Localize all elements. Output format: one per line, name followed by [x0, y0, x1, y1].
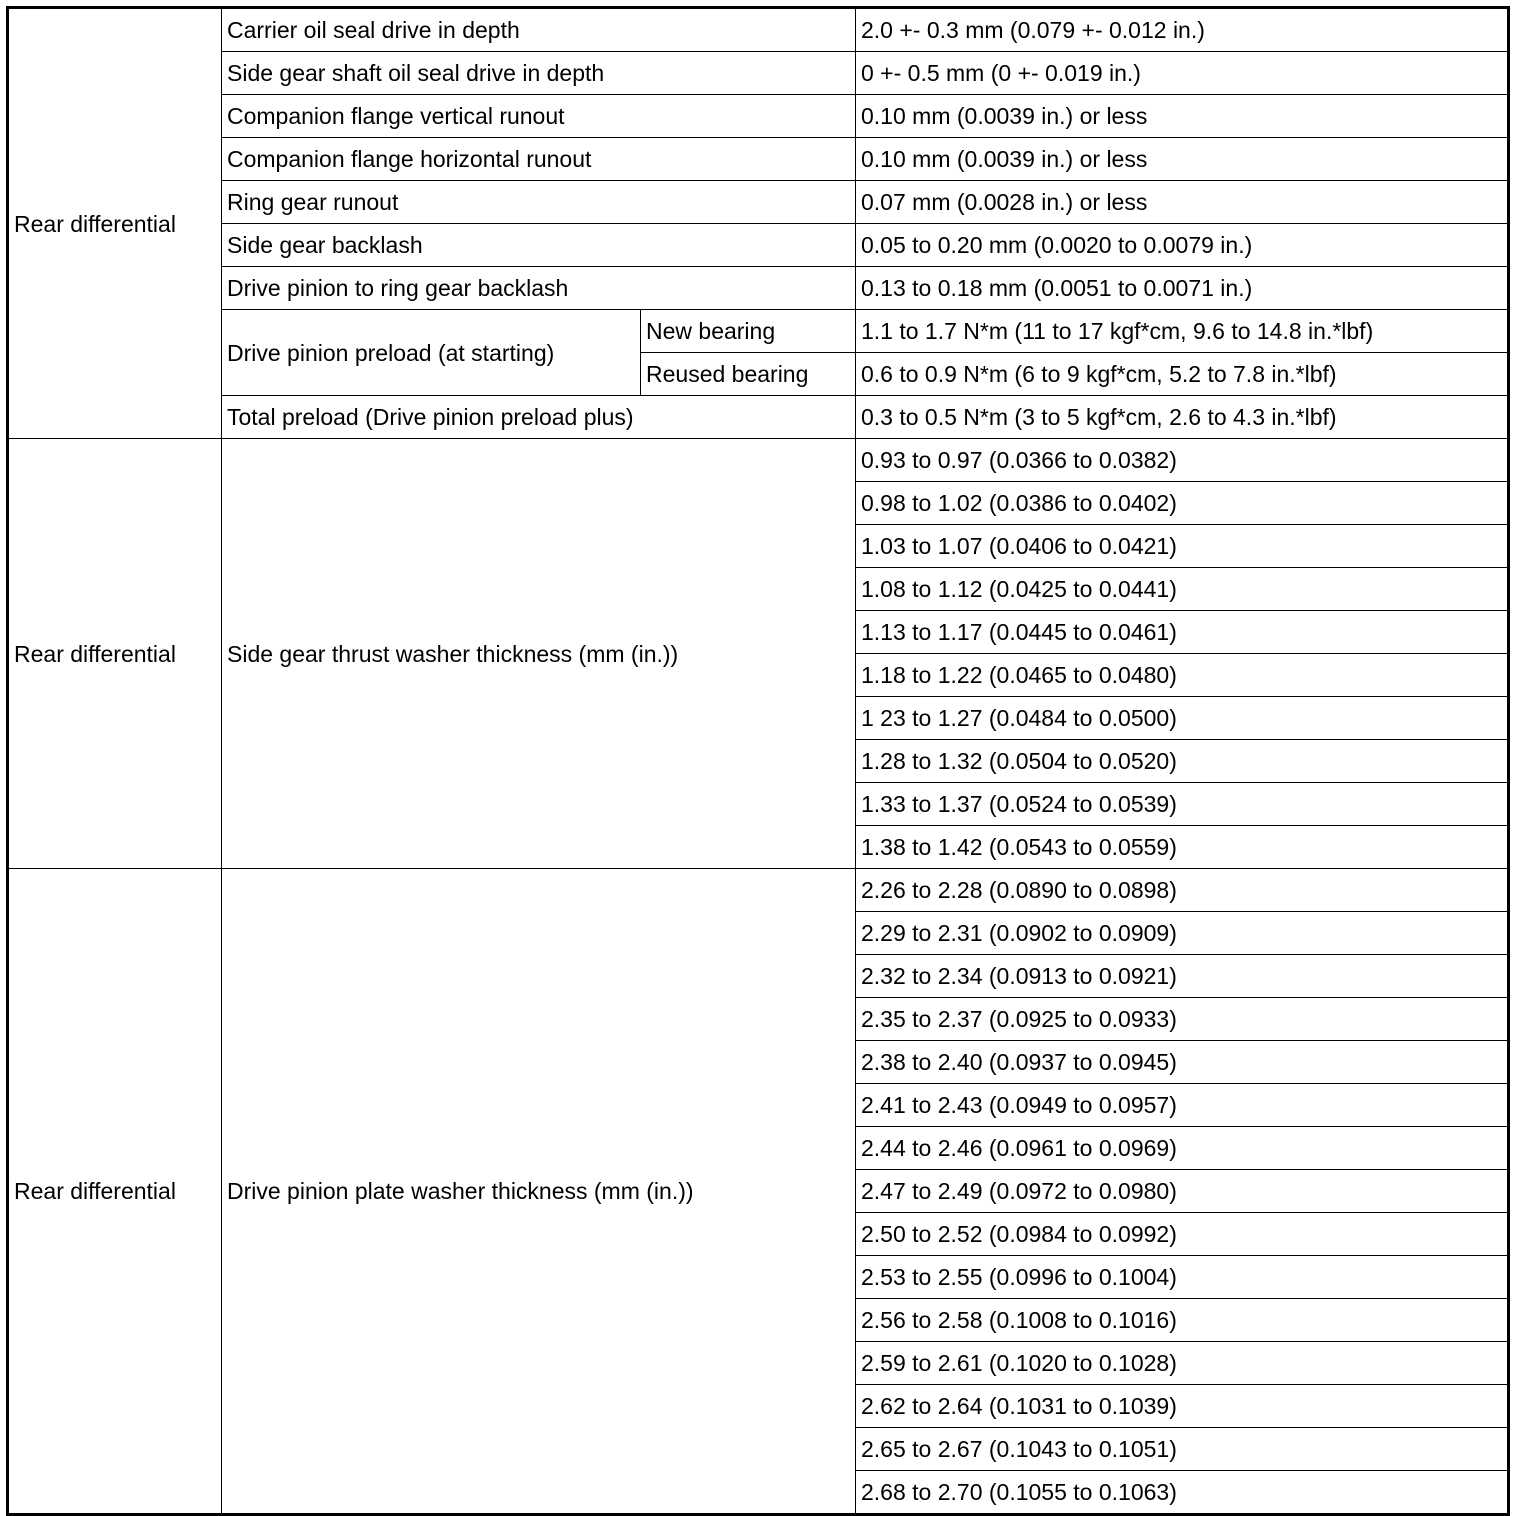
spec-sublabel: New bearing	[641, 310, 856, 353]
spec-value: 2.53 to 2.55 (0.0996 to 0.1004)	[856, 1256, 1509, 1299]
spec-value: 0.6 to 0.9 N*m (6 to 9 kgf*cm, 5.2 to 7.8 in.*lbf)	[856, 353, 1509, 396]
spec-value: 1 23 to 1.27 (0.0484 to 0.0500)	[856, 697, 1509, 740]
group-label: Rear differential	[8, 8, 222, 439]
spec-value: 1.38 to 1.42 (0.0543 to 0.0559)	[856, 826, 1509, 869]
spec-value: 2.50 to 2.52 (0.0984 to 0.0992)	[856, 1213, 1509, 1256]
spec-value: 2.68 to 2.70 (0.1055 to 0.1063)	[856, 1471, 1509, 1515]
spec-value: 2.32 to 2.34 (0.0913 to 0.0921)	[856, 955, 1509, 998]
spec-value: 0 +- 0.5 mm (0 +- 0.019 in.)	[856, 52, 1509, 95]
spec-value: 0.10 mm (0.0039 in.) or less	[856, 95, 1509, 138]
spec-value: 2.41 to 2.43 (0.0949 to 0.0957)	[856, 1084, 1509, 1127]
table-row	[8, 396, 1509, 439]
spec-label: Drive pinion to ring gear backlash	[222, 267, 856, 310]
spec-value: 2.62 to 2.64 (0.1031 to 0.1039)	[856, 1385, 1509, 1428]
table-row	[8, 8, 1509, 52]
spec-value: 2.26 to 2.28 (0.0890 to 0.0898)	[856, 869, 1509, 912]
table-row	[8, 138, 1509, 181]
spec-value: 1.1 to 1.7 N*m (11 to 17 kgf*cm, 9.6 to 14.8 in.*lbf)	[856, 310, 1509, 353]
spec-value: 0.13 to 0.18 mm (0.0051 to 0.0071 in.)	[856, 267, 1509, 310]
table-row	[8, 267, 1509, 310]
table-row	[8, 310, 1509, 353]
spec-value: 1.18 to 1.22 (0.0465 to 0.0480)	[856, 654, 1509, 697]
spec-value: 0.93 to 0.97 (0.0366 to 0.0382)	[856, 439, 1509, 482]
spec-value: 2.0 +- 0.3 mm (0.079 +- 0.012 in.)	[856, 8, 1509, 52]
spec-label: Drive pinion plate washer thickness (mm (in.))	[222, 869, 856, 1515]
table-row	[8, 181, 1509, 224]
spec-value: 1.08 to 1.12 (0.0425 to 0.0441)	[856, 568, 1509, 611]
spec-value: 2.29 to 2.31 (0.0902 to 0.0909)	[856, 912, 1509, 955]
spec-value: 0.98 to 1.02 (0.0386 to 0.0402)	[856, 482, 1509, 525]
table-row	[8, 869, 1509, 912]
specification-table	[6, 6, 1510, 1516]
table-row	[8, 52, 1509, 95]
spec-label: Ring gear runout	[222, 181, 856, 224]
spec-value: 2.56 to 2.58 (0.1008 to 0.1016)	[856, 1299, 1509, 1342]
spec-value: 2.44 to 2.46 (0.0961 to 0.0969)	[856, 1127, 1509, 1170]
spec-value: 2.47 to 2.49 (0.0972 to 0.0980)	[856, 1170, 1509, 1213]
table-row	[8, 439, 1509, 482]
spec-value: 1.33 to 1.37 (0.0524 to 0.0539)	[856, 783, 1509, 826]
table-row	[8, 95, 1509, 138]
spec-sublabel: Reused bearing	[641, 353, 856, 396]
spec-value: 0.07 mm (0.0028 in.) or less	[856, 181, 1509, 224]
spec-label: Companion flange vertical runout	[222, 95, 856, 138]
spec-label: Side gear thrust washer thickness (mm (in.))	[222, 439, 856, 869]
spec-value: 1.13 to 1.17 (0.0445 to 0.0461)	[856, 611, 1509, 654]
spec-label: Side gear backlash	[222, 224, 856, 267]
spec-value: 2.65 to 2.67 (0.1043 to 0.1051)	[856, 1428, 1509, 1471]
spec-label: Side gear shaft oil seal drive in depth	[222, 52, 856, 95]
spec-label: Carrier oil seal drive in depth	[222, 8, 856, 52]
spec-value: 0.3 to 0.5 N*m (3 to 5 kgf*cm, 2.6 to 4.3 in.*lbf)	[856, 396, 1509, 439]
spec-value: 2.59 to 2.61 (0.1020 to 0.1028)	[856, 1342, 1509, 1385]
spec-value: 0.05 to 0.20 mm (0.0020 to 0.0079 in.)	[856, 224, 1509, 267]
spec-label: Companion flange horizontal runout	[222, 138, 856, 181]
spec-value: 2.38 to 2.40 (0.0937 to 0.0945)	[856, 1041, 1509, 1084]
group-label: Rear differential	[8, 439, 222, 869]
spec-value: 1.03 to 1.07 (0.0406 to 0.0421)	[856, 525, 1509, 568]
table-row	[8, 224, 1509, 267]
spec-value: 2.35 to 2.37 (0.0925 to 0.0933)	[856, 998, 1509, 1041]
spec-label: Drive pinion preload (at starting)	[222, 310, 641, 396]
spec-value: 1.28 to 1.32 (0.0504 to 0.0520)	[856, 740, 1509, 783]
group-label: Rear differential	[8, 869, 222, 1515]
spec-label: Total preload (Drive pinion preload plus)	[222, 396, 856, 439]
spec-value: 0.10 mm (0.0039 in.) or less	[856, 138, 1509, 181]
